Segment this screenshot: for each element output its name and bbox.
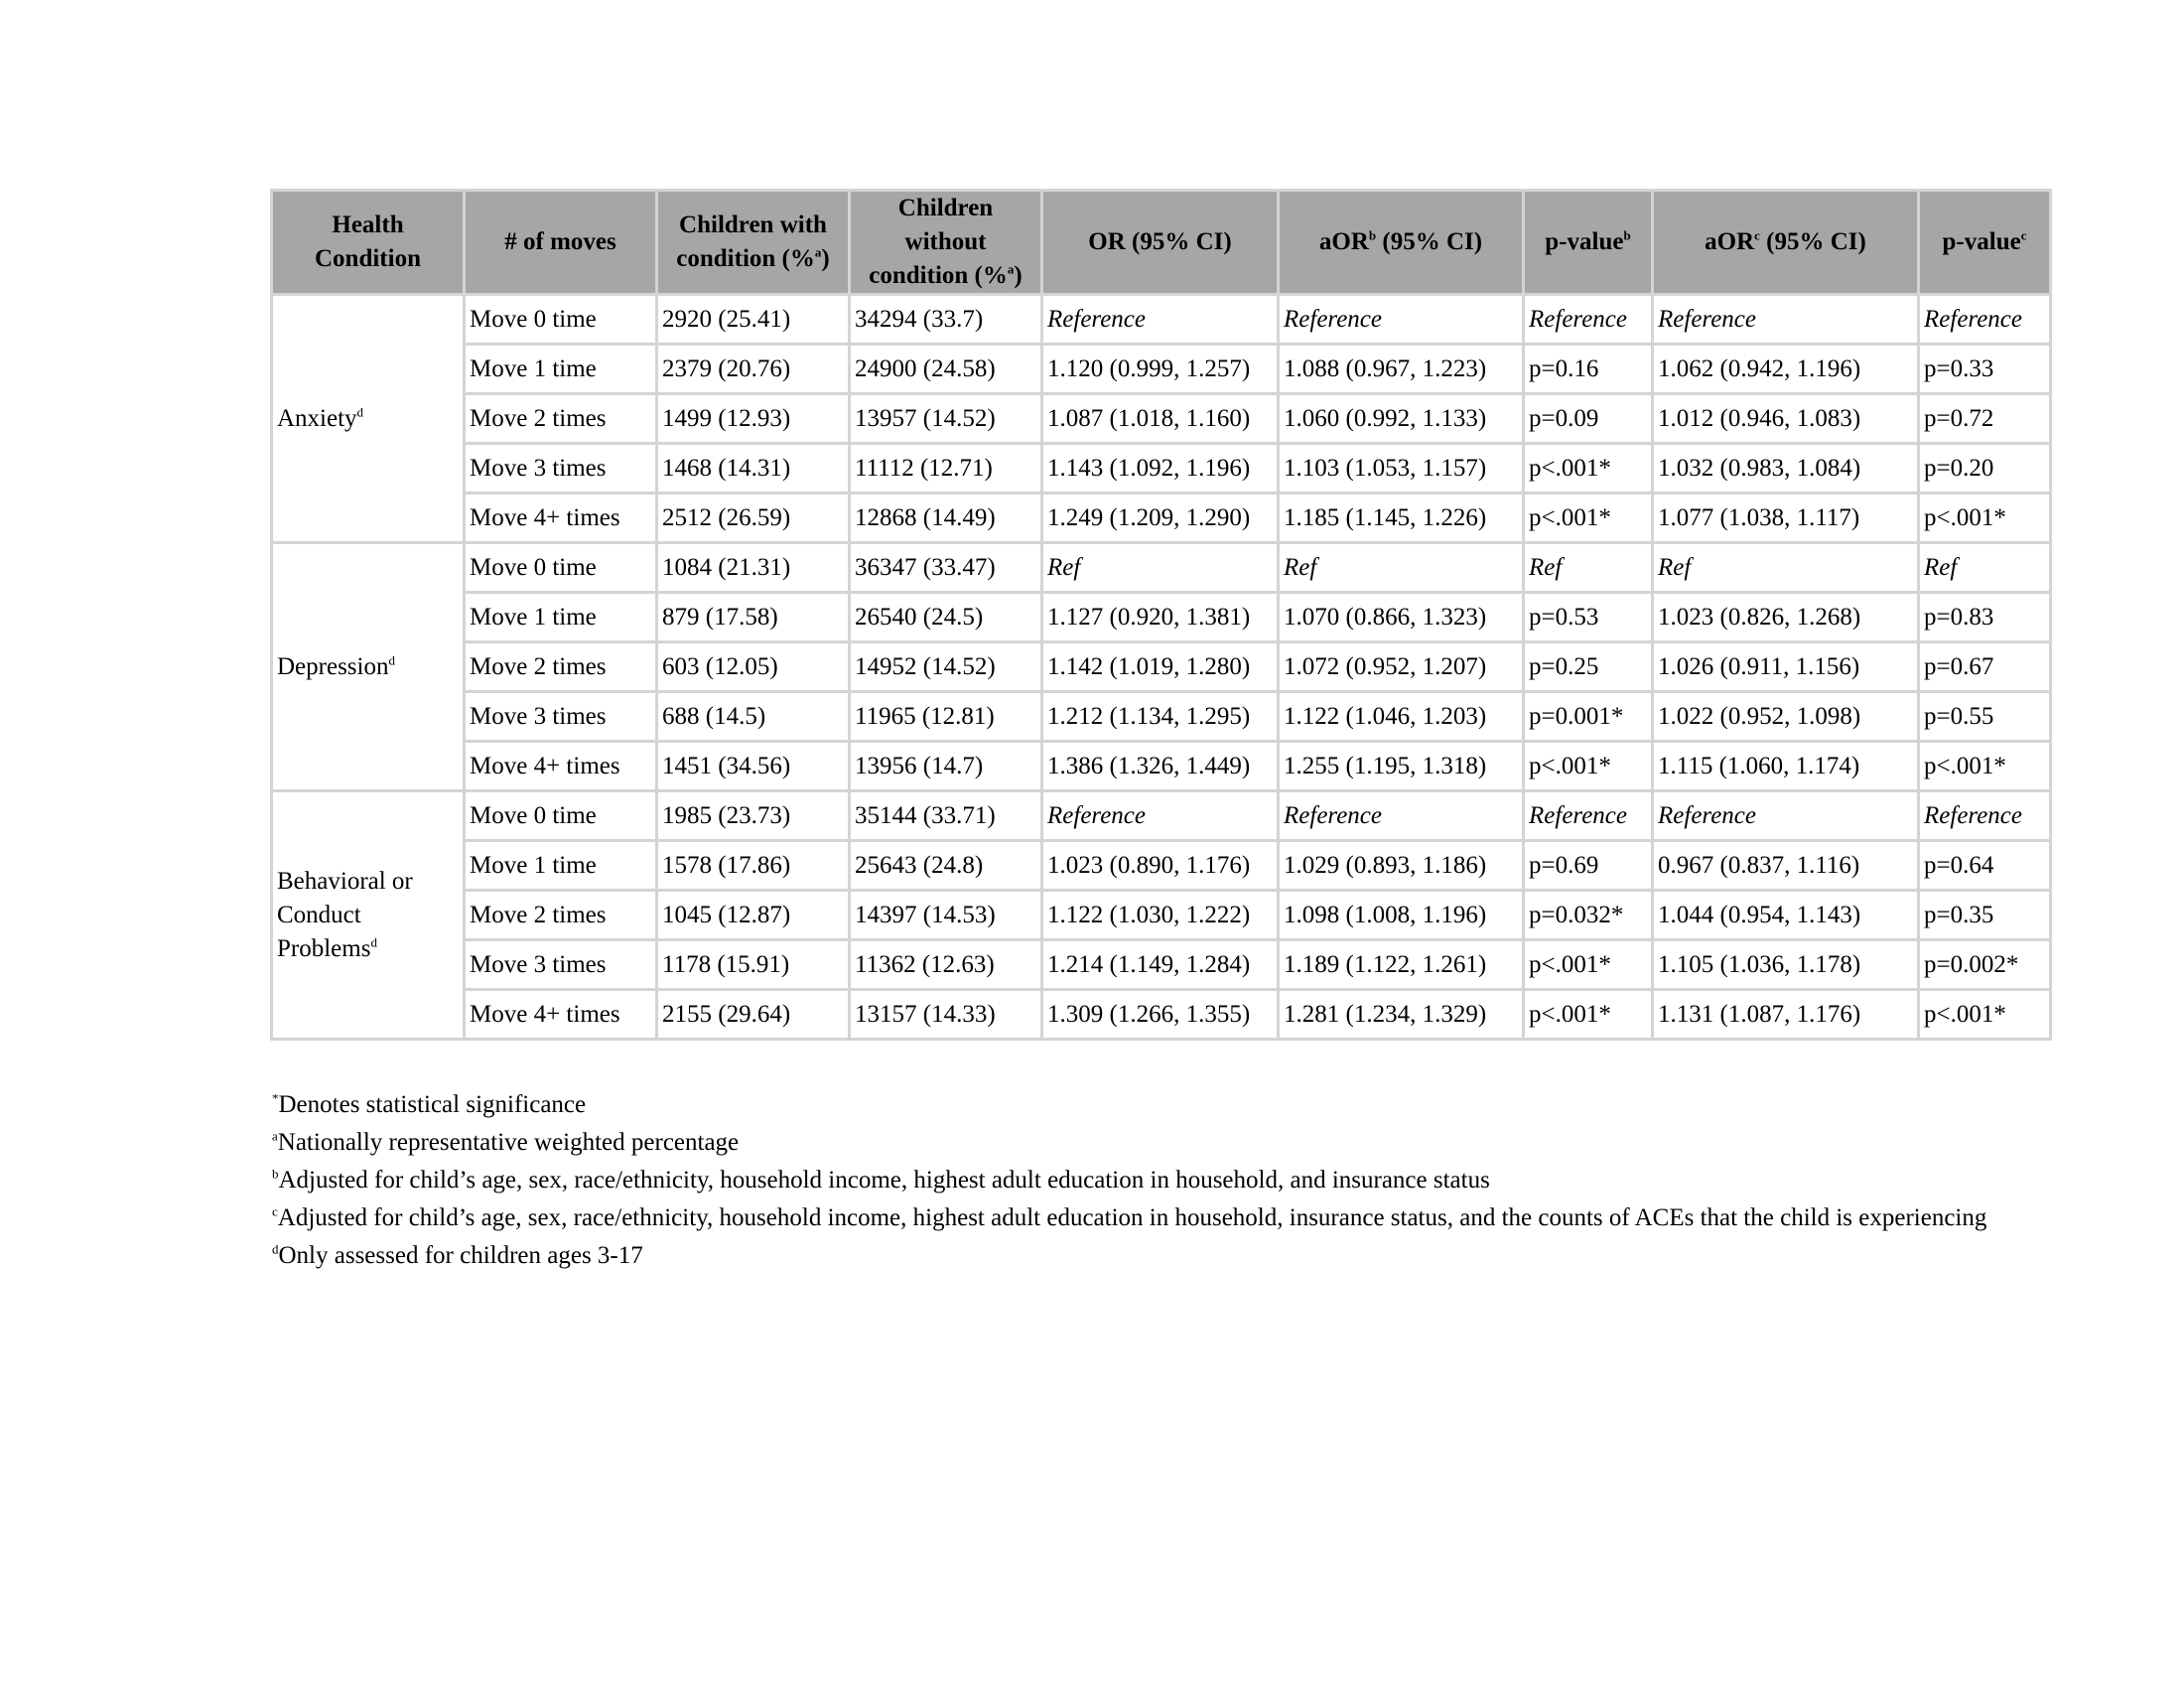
table-row — [272, 295, 2051, 345]
footnote-marker: * — [272, 1090, 279, 1106]
table-cell: Ref — [1653, 543, 1919, 593]
footnotes — [272, 1088, 2049, 1277]
table-cell: 1.060 (0.992, 1.133) — [1279, 394, 1524, 444]
table-cell: p<.001* — [1919, 493, 2051, 543]
column-header — [272, 191, 465, 295]
table-cell: p<.001* — [1524, 444, 1653, 493]
table-cell: 11965 (12.81) — [850, 692, 1042, 742]
table-cell: 1178 (15.91) — [657, 940, 850, 990]
footnote-marker: a — [1007, 261, 1015, 277]
table-cell: 1.131 (1.087, 1.176) — [1653, 990, 1919, 1040]
table-cell: p=0.67 — [1919, 642, 2051, 692]
table-cell: 1451 (34.56) — [657, 742, 850, 791]
table-cell: 1.127 (0.920, 1.381) — [1042, 593, 1279, 642]
footnote-marker: c — [2020, 227, 2027, 243]
table-cell: Move 0 time — [465, 295, 657, 345]
column-header-text: Children with condition (% — [676, 211, 827, 272]
table-cell: 879 (17.58) — [657, 593, 850, 642]
table-cell: 1.115 (1.060, 1.174) — [1653, 742, 1919, 791]
table-cell: 36347 (33.47) — [850, 543, 1042, 593]
footnote-marker: c — [1754, 227, 1760, 243]
table-cell: Reference — [1279, 791, 1524, 841]
health-condition-label: Anxiety — [277, 404, 357, 432]
table-cell: Move 4+ times — [465, 493, 657, 543]
table-cell: 1.022 (0.952, 1.098) — [1653, 692, 1919, 742]
table-cell: 11112 (12.71) — [850, 444, 1042, 493]
table-cell: p=0.25 — [1524, 642, 1653, 692]
table-cell: p<.001* — [1524, 493, 1653, 543]
health-condition-cell — [272, 295, 465, 543]
table-cell: p=0.35 — [1919, 891, 2051, 940]
table-cell: Ref — [1524, 543, 1653, 593]
table-header-row — [272, 191, 2051, 295]
table-cell: p=0.33 — [1919, 345, 2051, 394]
table-cell: 1.122 (1.030, 1.222) — [1042, 891, 1279, 940]
table-cell: 1.062 (0.942, 1.196) — [1653, 345, 1919, 394]
table-cell: p=0.69 — [1524, 841, 1653, 891]
column-header-text: Health Condition — [315, 211, 421, 272]
column-header — [1279, 191, 1524, 295]
table-cell: 1.143 (1.092, 1.196) — [1042, 444, 1279, 493]
column-header — [1042, 191, 1279, 295]
table-cell: p=0.64 — [1919, 841, 2051, 891]
table-cell: 1.189 (1.122, 1.261) — [1279, 940, 1524, 990]
table-row — [272, 742, 2051, 791]
footnote — [272, 1164, 2049, 1197]
footnote-marker: d — [370, 934, 377, 950]
table-cell: 26540 (24.5) — [850, 593, 1042, 642]
table-cell: 1084 (21.31) — [657, 543, 850, 593]
table-cell: p=0.55 — [1919, 692, 2051, 742]
column-header — [1653, 191, 1919, 295]
table-cell: 14397 (14.53) — [850, 891, 1042, 940]
health-condition-cell — [272, 791, 465, 1040]
table-cell: 1.185 (1.145, 1.226) — [1279, 493, 1524, 543]
table-cell: Reference — [1653, 295, 1919, 345]
table-row — [272, 444, 2051, 493]
table-cell: 1.212 (1.134, 1.295) — [1042, 692, 1279, 742]
table-cell: 13157 (14.33) — [850, 990, 1042, 1040]
table-row — [272, 642, 2051, 692]
table-cell: Ref — [1919, 543, 2051, 593]
column-header-text: ) — [821, 245, 830, 272]
table-cell: Move 2 times — [465, 394, 657, 444]
table-cell: p=0.032* — [1524, 891, 1653, 940]
footnote-marker: d — [388, 652, 395, 668]
table-cell: p=0.002* — [1919, 940, 2051, 990]
table-cell: 1.072 (0.952, 1.207) — [1279, 642, 1524, 692]
table-cell: 1.098 (1.008, 1.196) — [1279, 891, 1524, 940]
table-row — [272, 891, 2051, 940]
footnote-marker: d — [272, 1241, 279, 1257]
table-cell: 1.026 (0.911, 1.156) — [1653, 642, 1919, 692]
table-row — [272, 791, 2051, 841]
table-row — [272, 345, 2051, 394]
table-cell: p=0.53 — [1524, 593, 1653, 642]
table-cell: 11362 (12.63) — [850, 940, 1042, 990]
table-cell: Move 2 times — [465, 642, 657, 692]
footnote-text: Nationally representative weighted percentage — [277, 1129, 740, 1156]
table-cell: 12868 (14.49) — [850, 493, 1042, 543]
table-cell: p=0.001* — [1524, 692, 1653, 742]
table-cell: Move 1 time — [465, 841, 657, 891]
table-row — [272, 990, 2051, 1040]
table-cell: p<.001* — [1524, 940, 1653, 990]
table-body — [272, 295, 2051, 1040]
column-header-text: OR (95% CI) — [1088, 228, 1232, 255]
table-cell: Reference — [1524, 295, 1653, 345]
table-cell: Reference — [1042, 791, 1279, 841]
table-cell: Move 1 time — [465, 345, 657, 394]
table-cell: 2379 (20.76) — [657, 345, 850, 394]
table-cell: 1.103 (1.053, 1.157) — [1279, 444, 1524, 493]
table-cell: 1.386 (1.326, 1.449) — [1042, 742, 1279, 791]
table-cell: Move 0 time — [465, 791, 657, 841]
table-row — [272, 841, 2051, 891]
table-cell: 1.120 (0.999, 1.257) — [1042, 345, 1279, 394]
table-cell: p=0.16 — [1524, 345, 1653, 394]
column-header — [1919, 191, 2051, 295]
results-table — [270, 189, 2052, 1041]
table-cell: 1499 (12.93) — [657, 394, 850, 444]
column-header-text: ) — [1014, 262, 1023, 289]
table-cell: 1985 (23.73) — [657, 791, 850, 841]
footnote-marker: b — [1368, 227, 1377, 243]
health-condition-cell — [272, 543, 465, 791]
footnote — [272, 1239, 2049, 1273]
table-cell: 13956 (14.7) — [850, 742, 1042, 791]
table-cell: 1.214 (1.149, 1.284) — [1042, 940, 1279, 990]
column-header — [465, 191, 657, 295]
table-cell: Reference — [1524, 791, 1653, 841]
footnote-marker: b — [1623, 227, 1631, 243]
table-cell: Move 0 time — [465, 543, 657, 593]
table-cell: 1.012 (0.946, 1.083) — [1653, 394, 1919, 444]
table-cell: 1.023 (0.826, 1.268) — [1653, 593, 1919, 642]
table-cell: 2512 (26.59) — [657, 493, 850, 543]
table-cell: Move 2 times — [465, 891, 657, 940]
table-cell: p<.001* — [1524, 742, 1653, 791]
footnote — [272, 1126, 2049, 1160]
table-cell: 688 (14.5) — [657, 692, 850, 742]
table-row — [272, 692, 2051, 742]
table-cell: p<.001* — [1919, 990, 2051, 1040]
table-cell: 1.029 (0.893, 1.186) — [1279, 841, 1524, 891]
table-cell: Reference — [1919, 791, 2051, 841]
table-cell: 1.077 (1.038, 1.117) — [1653, 493, 1919, 543]
table-cell: p<.001* — [1919, 742, 2051, 791]
column-header-text: (95% CI) — [1759, 228, 1866, 255]
table-cell: 1468 (14.31) — [657, 444, 850, 493]
footnote-marker: a — [814, 244, 822, 260]
table-cell: Move 3 times — [465, 692, 657, 742]
table-cell: Move 1 time — [465, 593, 657, 642]
table-cell: 1.105 (1.036, 1.178) — [1653, 940, 1919, 990]
footnote — [272, 1088, 2049, 1122]
table-cell: 24900 (24.58) — [850, 345, 1042, 394]
table-cell: 34294 (33.7) — [850, 295, 1042, 345]
table-cell: Reference — [1653, 791, 1919, 841]
column-header — [657, 191, 850, 295]
table-cell: 14952 (14.52) — [850, 642, 1042, 692]
column-header — [850, 191, 1042, 295]
table-cell: p=0.20 — [1919, 444, 2051, 493]
footnote-marker: b — [272, 1166, 279, 1182]
table-cell: 1.087 (1.018, 1.160) — [1042, 394, 1279, 444]
table-cell: 1.088 (0.967, 1.223) — [1279, 345, 1524, 394]
table-cell: Reference — [1279, 295, 1524, 345]
table-cell: 1.023 (0.890, 1.176) — [1042, 841, 1279, 891]
table-cell: Move 4+ times — [465, 990, 657, 1040]
table-cell: 35144 (33.71) — [850, 791, 1042, 841]
table-cell: 1.309 (1.266, 1.355) — [1042, 990, 1279, 1040]
health-condition-label: Depression — [277, 652, 389, 680]
table-cell: Reference — [1919, 295, 2051, 345]
table-row — [272, 940, 2051, 990]
table-cell: 1.255 (1.195, 1.318) — [1279, 742, 1524, 791]
table-row — [272, 493, 2051, 543]
table-cell: 1045 (12.87) — [657, 891, 850, 940]
column-header-text: p-value — [1545, 228, 1624, 255]
footnote-marker: c — [272, 1203, 278, 1219]
table-cell: Move 4+ times — [465, 742, 657, 791]
table-cell: Reference — [1042, 295, 1279, 345]
column-header-text: aOR — [1318, 228, 1369, 255]
table-cell: 1.281 (1.234, 1.329) — [1279, 990, 1524, 1040]
table-cell: 25643 (24.8) — [850, 841, 1042, 891]
footnote-marker: d — [356, 404, 364, 420]
table-row — [272, 593, 2051, 642]
column-header-text: Children without condition (% — [869, 195, 1008, 289]
table-cell: 1.070 (0.866, 1.323) — [1279, 593, 1524, 642]
column-header — [1524, 191, 1653, 295]
table-cell: 603 (12.05) — [657, 642, 850, 692]
table-cell: Move 3 times — [465, 940, 657, 990]
table-cell: p=0.83 — [1919, 593, 2051, 642]
health-condition-label: Behavioral or Conduct Problems — [277, 867, 413, 962]
column-header-text: (95% CI) — [1376, 228, 1483, 255]
table-row — [272, 543, 2051, 593]
footnote-text: Adjusted for child’s age, sex, race/ethnicity, household income, highest adult education in household, and insurance status — [278, 1167, 1490, 1194]
table-cell: 1.249 (1.209, 1.290) — [1042, 493, 1279, 543]
footnote-text: Only assessed for children ages 3-17 — [278, 1242, 643, 1269]
table-row — [272, 394, 2051, 444]
table-cell: 13957 (14.52) — [850, 394, 1042, 444]
table-cell: 1.142 (1.019, 1.280) — [1042, 642, 1279, 692]
table-cell: p<.001* — [1524, 990, 1653, 1040]
table-cell: 1.032 (0.983, 1.084) — [1653, 444, 1919, 493]
footnote-text: Denotes statistical significance — [278, 1091, 587, 1118]
table-cell: Move 3 times — [465, 444, 657, 493]
footnote-text: Adjusted for child’s age, sex, race/ethnicity, household income, highest adult education in household, insurance status, and the counts of ACEs that the child is experiencing — [277, 1204, 1987, 1231]
footnote — [272, 1201, 2049, 1235]
column-header-text: # of moves — [504, 228, 616, 255]
table-cell: 1578 (17.86) — [657, 841, 850, 891]
footnote-marker: a — [272, 1128, 278, 1144]
table-cell: Ref — [1042, 543, 1279, 593]
table-cell: 0.967 (0.837, 1.116) — [1653, 841, 1919, 891]
table-cell: Ref — [1279, 543, 1524, 593]
table-cell: 1.122 (1.046, 1.203) — [1279, 692, 1524, 742]
table-cell: 2920 (25.41) — [657, 295, 850, 345]
column-header-text: p-value — [1942, 228, 2021, 255]
column-header-text: aOR — [1705, 228, 1755, 255]
table-cell: 2155 (29.64) — [657, 990, 850, 1040]
table-cell: 1.044 (0.954, 1.143) — [1653, 891, 1919, 940]
results-table-container — [270, 189, 2049, 1041]
table-cell: p=0.72 — [1919, 394, 2051, 444]
table-cell: p=0.09 — [1524, 394, 1653, 444]
